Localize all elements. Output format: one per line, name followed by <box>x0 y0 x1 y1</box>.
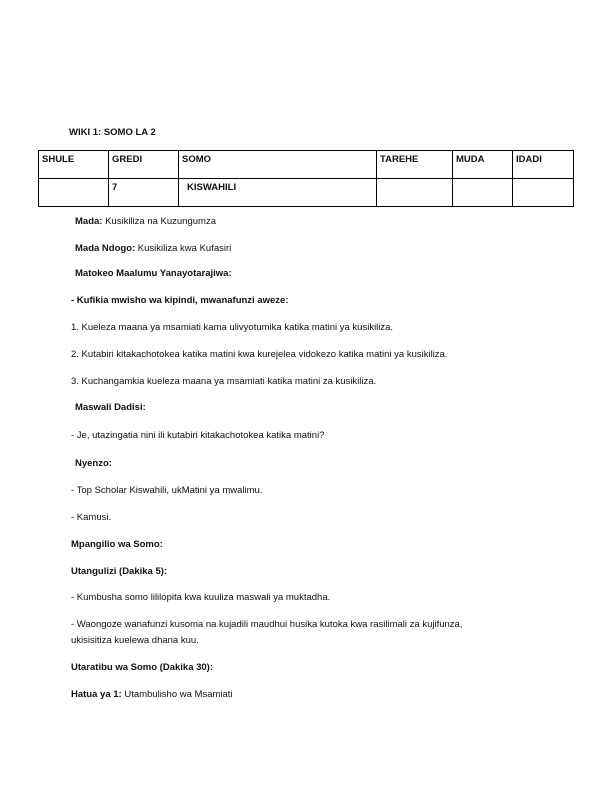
utangulizi-item: - Kumbusha somo lililopita kwa kuuliza maswali ya muktadha. <box>71 592 331 603</box>
header-somo: SOMO <box>179 151 377 179</box>
cell-muda <box>453 179 513 207</box>
hatua-label: Hatua ya 1: <box>71 689 122 700</box>
nyenzo-heading: Nyenzo: <box>75 458 112 469</box>
matokeo-item: 2. Kutabiri kitakachotokea katika matini kwa kurejelea vidokezo katika matini ya kusikiliza. <box>71 349 448 360</box>
table-row <box>39 179 574 207</box>
header-muda: MUDA <box>453 151 513 179</box>
matokeo-item: 3. Kuchangamkia kueleza maana ya msamiati katika matini za kusikiliza. <box>71 376 377 387</box>
table-header-row <box>39 151 574 179</box>
mada-ndogo-value: Kusikiliza kwa Kufasiri <box>135 243 232 254</box>
mada-label: Mada: <box>75 216 103 227</box>
header-idadi: IDADI <box>513 151 574 179</box>
matokeo-heading: Matokeo Maalumu Yanayotarajiwa: <box>75 268 232 279</box>
nyenzo-item: - Kamusi. <box>71 512 112 523</box>
hatua-line <box>71 689 233 701</box>
maswali-heading: Maswali Dadisi: <box>75 402 146 413</box>
cell-shule <box>39 179 109 207</box>
hatua-value: Utambulisho wa Msamiati <box>121 689 233 700</box>
maswali-item: - Je, utazingatia nini ili kutabiri kitakachotokea katika matini? <box>71 430 325 441</box>
matokeo-item: 1. Kueleza maana ya msamiati kama ulivyotumika katika matini ya kusikiliza. <box>71 322 394 333</box>
mada-line <box>75 216 216 228</box>
nyenzo-item: - Top Scholar Kiswahili, ukMatini ya mwalimu. <box>71 485 263 496</box>
header-shule: SHULE <box>39 151 109 179</box>
utangulizi-item-continued: ukisisitiza kuelewa dhana kuu. <box>71 635 199 646</box>
cell-idadi <box>513 179 574 207</box>
mpangilio-heading: Mpangilio wa Somo: <box>71 539 163 550</box>
cell-gredi: 7 <box>109 179 179 207</box>
mada-ndogo-line <box>75 243 231 255</box>
header-gredi: GREDI <box>109 151 179 179</box>
lesson-title: WIKI 1: SOMO LA 2 <box>69 127 156 138</box>
header-tarehe: TAREHE <box>377 151 453 179</box>
mada-value: Kusikiliza na Kuzungumza <box>102 216 216 227</box>
mada-ndogo-label: Mada Ndogo: <box>75 243 136 254</box>
cell-tarehe <box>377 179 453 207</box>
matokeo-intro: - Kufikia mwisho wa kipindi, mwanafunzi aweze: <box>71 295 289 306</box>
utaratibu-heading: Utaratibu wa Somo (Dakika 30): <box>71 662 214 673</box>
cell-somo: KISWAHILI <box>179 179 377 207</box>
lesson-info-table <box>38 150 574 207</box>
utangulizi-heading: Utangulizi (Dakika 5): <box>71 566 168 577</box>
utangulizi-item: - Waongoze wanafunzi kusoma na kujadili maudhui husika kutoka kwa rasilimali za kujifunza, <box>71 619 463 630</box>
